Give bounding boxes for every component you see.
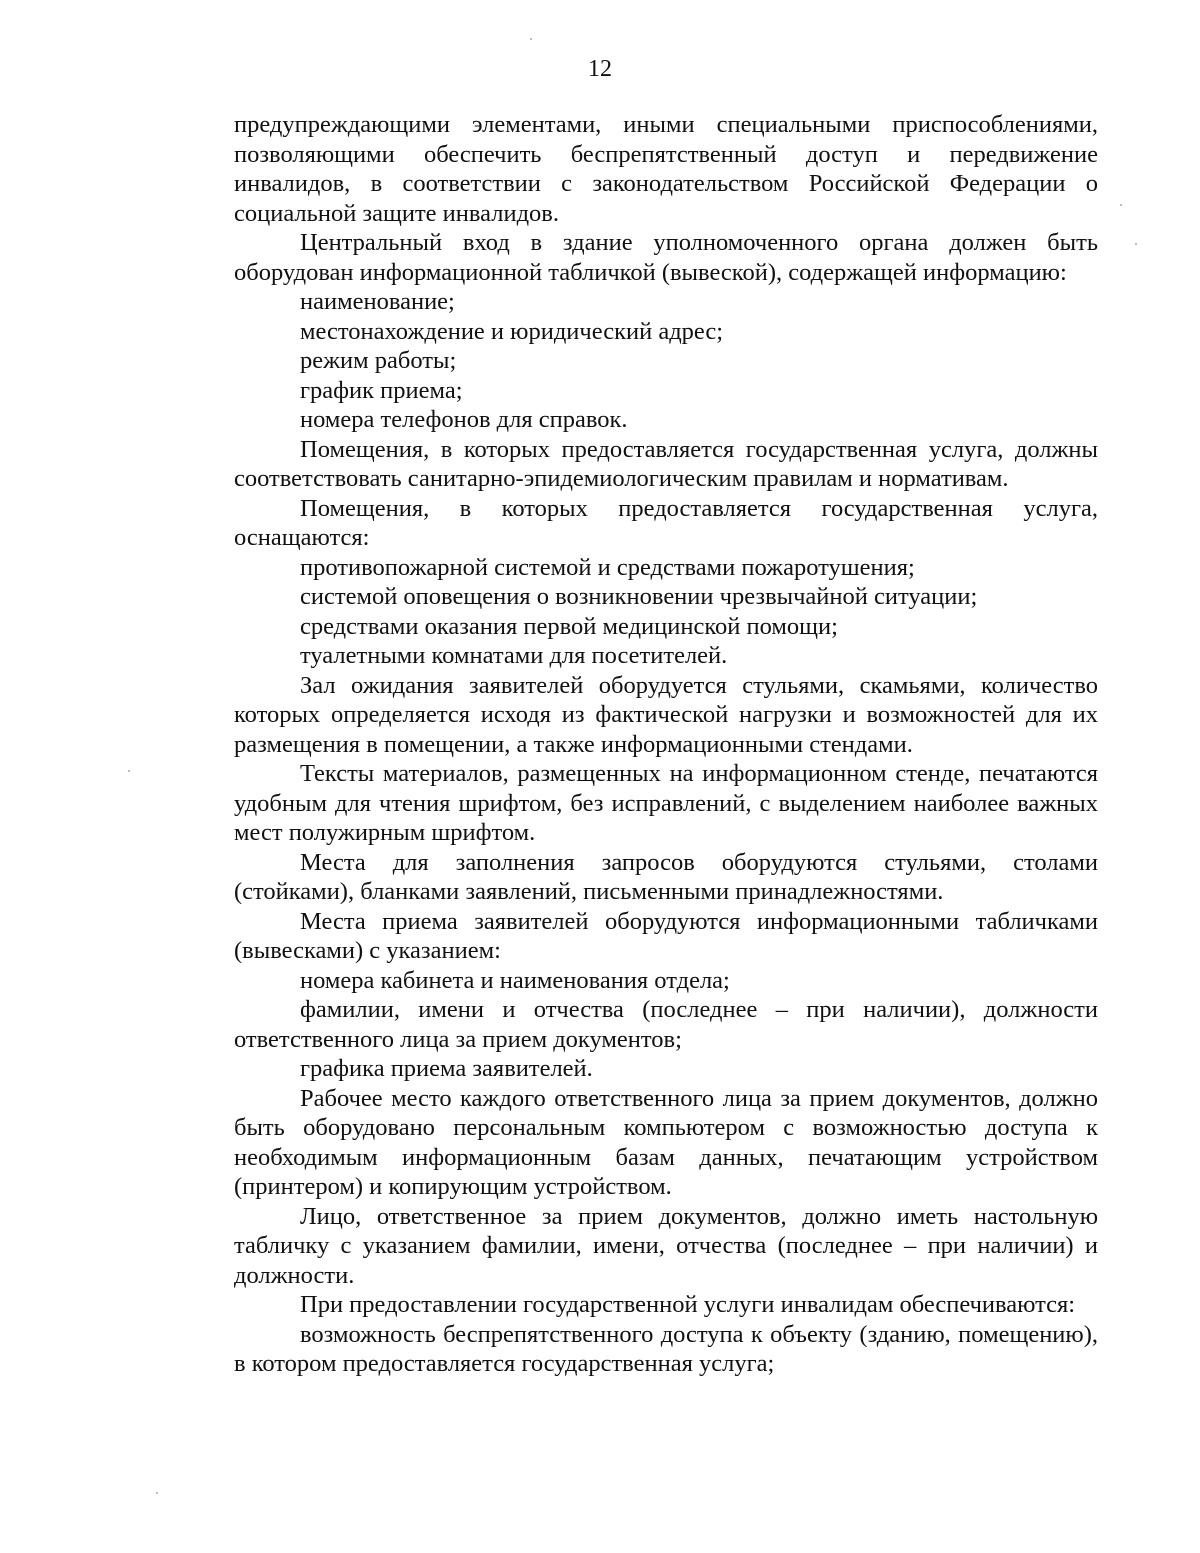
scan-speck	[156, 1492, 158, 1494]
list-item: номера кабинета и наименования отдела;	[300, 966, 730, 994]
paragraph: Рабочее место каждого ответственного лица за прием документов, должно быть оборудовано персональным компьютером с возможностью доступа к необходимым информационным базам данных, печатающим устройством (принтером) и копирующим устройством.	[234, 1084, 1098, 1200]
scan-speck	[128, 770, 130, 772]
page-number: 12	[588, 56, 612, 82]
paragraph-continuation: предупреждающими элементами, иными специальными приспособлениями, позволяющими обеспечить беспрепятственный доступ и передвижение инвалидов, в соответствии с законодательством Российской Федерации о социальной защите инвалидов.	[234, 111, 1098, 227]
paragraph: Зал ожидания заявителей оборудуется стульями, скамьями, количество которых определяется исходя из фактической нагрузки и возможностей для их размещения в помещении, а также информационными стендами.	[234, 671, 1098, 758]
scan-speck	[530, 38, 532, 40]
list-item: график приема;	[300, 376, 463, 404]
paragraph: Места для заполнения запросов оборудуются стульями, столами (стойками), бланками заявлений, письменными принадлежностями.	[234, 848, 1098, 905]
list-item: системой оповещения о возникновении чрезвычайной ситуации;	[300, 583, 978, 610]
paragraph: Помещения, в которых предоставляется государственная услуга, должны соответствовать санитарно-эпидемиологическим правилам и нормативам.	[234, 435, 1098, 492]
paragraph: Центральный вход в здание уполномоченного органа должен быть оборудован информационной табличкой (вывеской), содержащей информацию:	[234, 229, 1098, 286]
list-item: фамилии, имени и отчества (последнее – при наличии), должности ответственного лица за прием документов;	[234, 996, 1098, 1053]
paragraph: При предоставлении государственной услуги инвалидам обеспечиваются:	[300, 1291, 1076, 1318]
list-item: графика приема заявителей.	[300, 1055, 593, 1082]
scan-speck	[1135, 243, 1137, 245]
list-item: противопожарной системой и средствами пожаротушения;	[300, 553, 915, 581]
document-body	[234, 110, 1098, 1379]
list-item: возможность беспрепятственного доступа к объекту (зданию, помещению), в котором предоставляется государственная услуга;	[234, 1320, 1098, 1377]
list-item: туалетными комнатами для посетителей.	[300, 642, 728, 669]
paragraph: Тексты материалов, размещенных на информационном стенде, печатаются удобным для чтения шрифтом, без исправлений, с выделением наиболее важных мест полужирным шрифтом.	[234, 760, 1098, 846]
paragraph: Помещения, в которых предоставляется государственная услуга, оснащаются:	[234, 494, 1098, 551]
list-item: режим работы;	[300, 347, 457, 374]
list-item: местонахождение и юридический адрес;	[300, 317, 724, 345]
list-item: номера телефонов для справок.	[300, 406, 628, 433]
paragraph: Места приема заявителей оборудуются информационными табличками (вывесками) с указанием:	[234, 907, 1098, 964]
list-item: средствами оказания первой медицинской помощи;	[300, 612, 838, 640]
scan-speck	[1120, 204, 1122, 206]
list-item: наименование;	[300, 288, 455, 315]
paragraph: Лицо, ответственное за прием документов, должно иметь настольную табличку с указанием фамилии, имени, отчества (последнее – при наличии) и должности.	[234, 1202, 1098, 1289]
